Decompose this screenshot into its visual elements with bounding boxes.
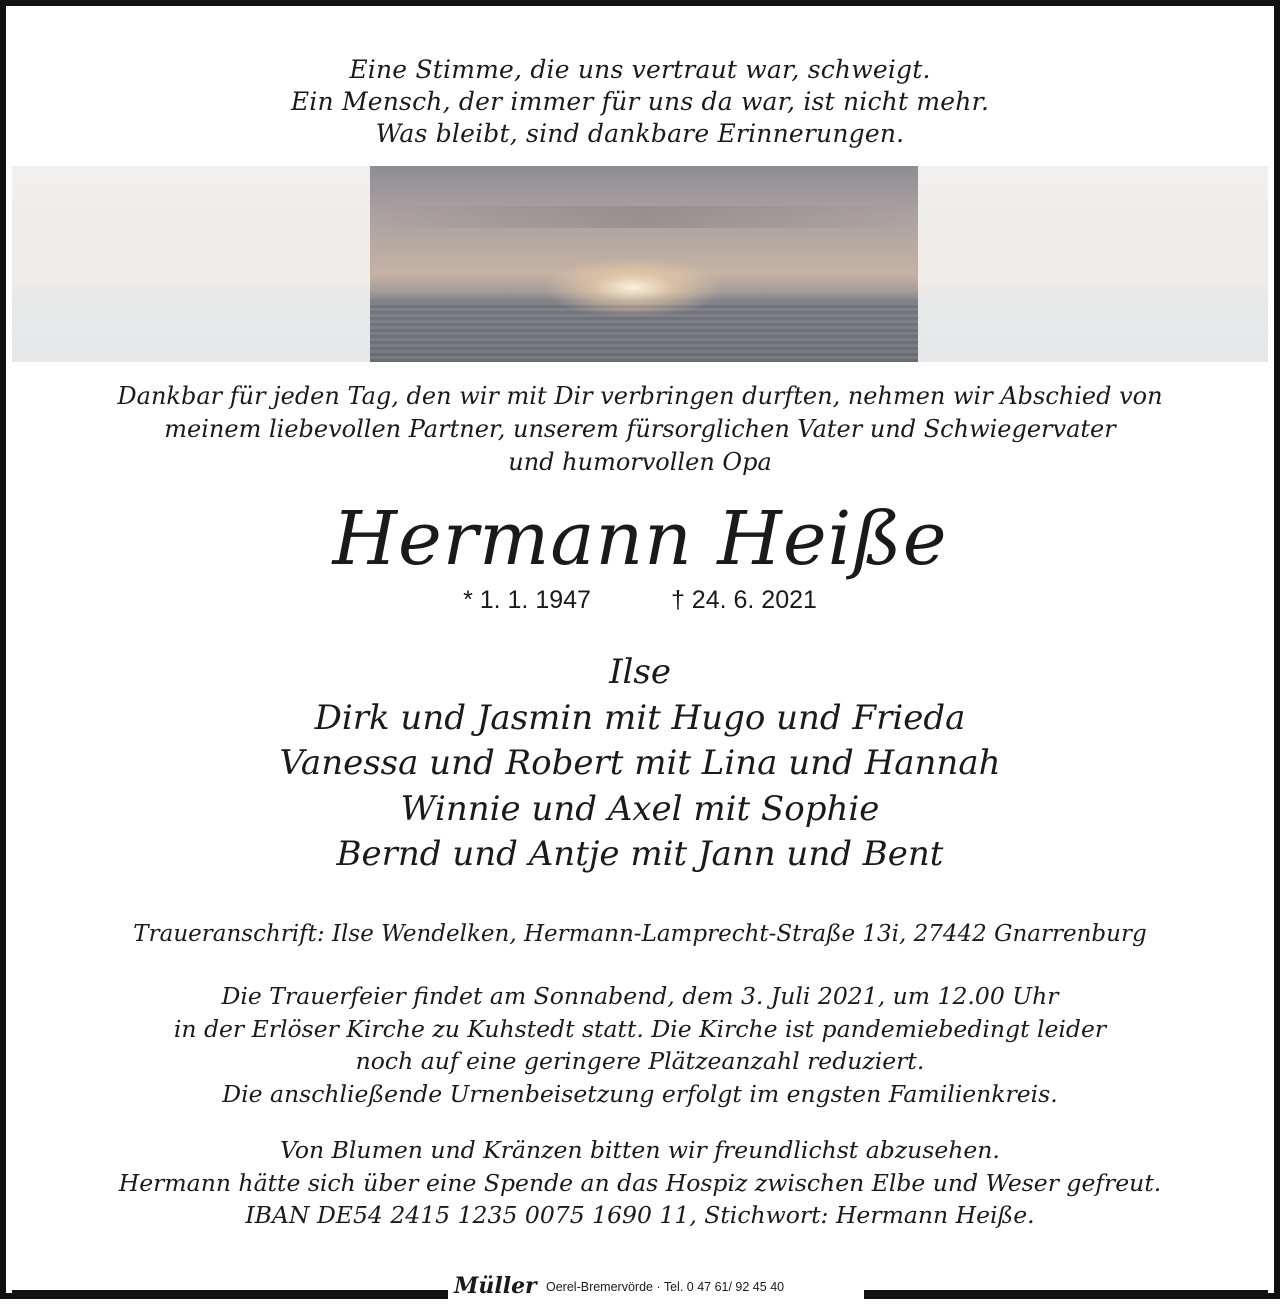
mourner-line: Vanessa und Robert mit Lina und Hannah: [279, 743, 1001, 783]
deceased-name: Hermann Heiße: [332, 496, 948, 582]
farewell-intro: [6, 380, 1274, 479]
verse-line: Was bleibt, sind dankbare Erinnerungen.: [375, 119, 905, 148]
funeral-home-footer: [6, 1270, 1274, 1300]
donation-line: IBAN DE54 2415 1235 0075 1690 11, Stichwort: Hermann Heiße.: [245, 1201, 1035, 1229]
death-date: † 24. 6. 2021: [670, 586, 817, 614]
intro-line: meinem liebevollen Partner, unserem fürsorglichen Vater und Schwiegervater: [164, 415, 1116, 443]
sunset-photo: [370, 166, 918, 362]
intro-line: und humorvollen Opa: [508, 448, 772, 476]
mourning-address: Traueranschrift: Ilse Wendelken, Hermann-Lamprecht-Straße 13i, 27442 Gnarrenburg: [133, 921, 1147, 947]
funeral-home-contact: Oerel-Bremervörde · Tel. 0 47 61/ 92 45 40: [546, 1280, 785, 1294]
intro-line: Dankbar für jeden Tag, den wir mit Dir verbringen durften, nehmen wir Abschied von: [117, 382, 1163, 410]
life-dates: [6, 584, 1274, 616]
ceremony-line: in der Erlöser Kirche zu Kuhstedt statt. Die Kirche ist pandemiebedingt leider: [173, 1014, 1107, 1043]
verse-line: Ein Mensch, der immer für uns da war, ist nicht mehr.: [290, 87, 990, 116]
ceremony-line: Die Trauerfeier findet am Sonnabend, dem 3. Juli 2021, um 12.00 Uhr: [221, 982, 1059, 1010]
sunset-sea-banner: [12, 166, 1268, 362]
mourner-line: Winnie und Axel mit Sophie: [400, 788, 880, 829]
birth-date: * 1. 1. 1947: [463, 586, 591, 614]
mourner-line: Ilse: [609, 652, 671, 692]
mourner-line: Bernd und Antje mit Jann und Bent: [336, 834, 944, 874]
donation-request: [6, 1134, 1274, 1232]
donation-line: Von Blumen und Kränzen bitten wir freundlichst abzusehen.: [280, 1136, 1000, 1164]
funeral-ceremony-info: [6, 980, 1274, 1110]
funeral-home-logo: Müller: [454, 1273, 537, 1299]
mourners-list: [6, 650, 1274, 878]
memorial-verse: [6, 54, 1274, 150]
ceremony-line: noch auf eine geringere Plätzeanzahl reduziert.: [355, 1047, 925, 1075]
verse-line: Eine Stimme, die uns vertraut war, schweigt.: [349, 55, 931, 84]
ceremony-line: Die anschließende Urnenbeisetzung erfolgt im engsten Familienkreis.: [222, 1079, 1058, 1108]
mourner-line: Dirk und Jasmin mit Hugo und Frieda: [314, 697, 966, 738]
donation-line: Hermann hätte sich über eine Spende an das Hospiz zwischen Elbe und Weser gefreut.: [118, 1168, 1162, 1197]
